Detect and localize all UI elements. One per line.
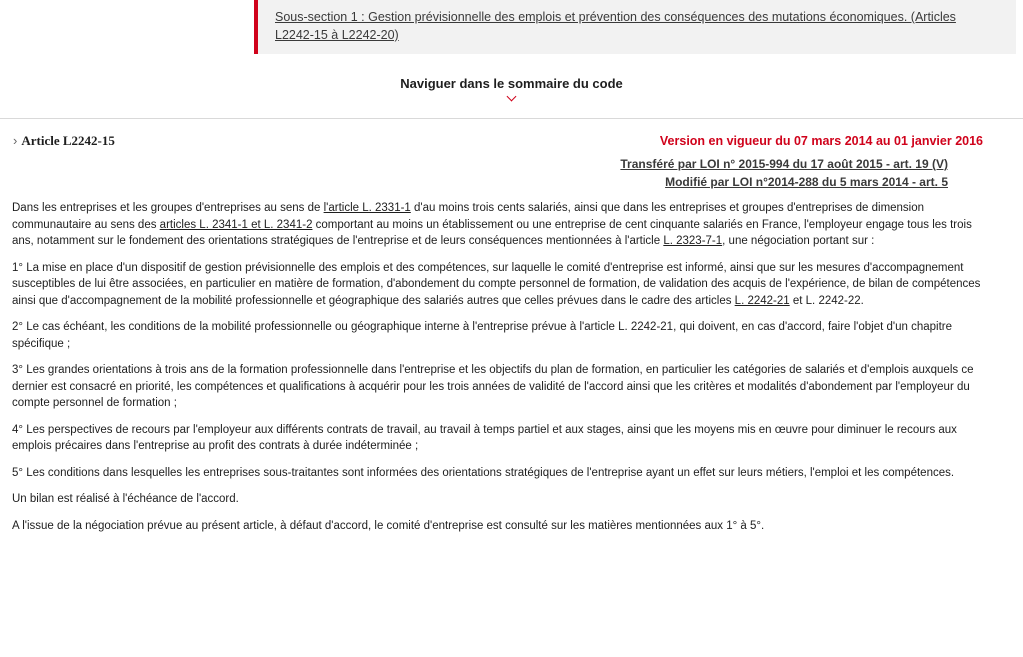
paragraph-5: 5° Les conditions dans lesquelles les entreprises sous-traitantes sont informées des orientations stratégiques de l'entreprise ayant un effet sur leurs métiers, l'emploi et les compétences. — [12, 466, 955, 479]
text: , une négociation portant sur : — [722, 235, 875, 247]
subsection-link[interactable]: Sous-section 1 : Gestion prévisionnelle des emplois et prévention des conséquences des mutations économiques. (Articles L2242-15 à L2242-20) — [275, 10, 956, 42]
article-title[interactable] — [13, 133, 115, 149]
link-l2323-7-1[interactable]: L. 2323-7-1 — [663, 235, 723, 247]
divider — [0, 118, 1023, 119]
paragraph-bilan: Un bilan est réalisé à l'échéance de l'accord. — [12, 493, 239, 505]
subsection-panel — [254, 0, 1016, 54]
text: comportant au moins un établissement ou une entreprise de cent cinquante salariés en France, l'employeur engage tous les trois ans, notamment sur le fondement des orientations stratégiques de l'entreprise et de leurs conséquences mentionnées à l'article — [12, 218, 972, 247]
paragraph-issue: A l'issue de la négociation prévue au présent article, à défaut d'accord, le comité d'entreprise est consulté sur les matières mentionnées aux 1° à 5°. — [12, 519, 765, 532]
navigate-summary-toggle[interactable] — [0, 76, 1023, 100]
paragraph-intro — [12, 200, 982, 250]
navigate-summary-label: Naviguer dans le sommaire du code — [400, 76, 623, 91]
version-status: Version en vigueur du 07 mars 2014 au 01 janvier 2016 — [659, 134, 983, 148]
article-content — [12, 200, 982, 544]
link-article-l2331-1[interactable]: l'article L. 2331-1 — [323, 202, 411, 214]
article-title-text: Article L2242-15 — [21, 133, 115, 148]
chevron-right-icon: › — [13, 133, 18, 148]
text: 1° La mise en place d'un dispositif de gestion prévisionnelle des emplois et des compétences, sur laquelle le comité d'entreprise est informé, ainsi que sur les mesures d'accompagnement susceptibles de lui être associées, en particulier en matière de formation, d'abondement du compte personnel de formation, de validation des acquis de l'expérience, de bilan de compétences ainsi que d'accompagnement de la mobilité professionnelle et géographique des salariés autres que celles prévues dans le cadre des articles — [12, 261, 981, 307]
paragraph-1 — [12, 260, 982, 310]
paragraph-3: 3° Les grandes orientations à trois ans de la formation professionnelle dans l'entreprise et les objectifs du plan de formation, en particulier les catégories de salariés et d'emplois auxquels ce dernier est consacré en priorité, les compétences et qualifications à acquérir pour les trois années de validité de l'accord ainsi que les critères et modalités d'abondement par l'employeur du compte personnel de formation ; — [12, 364, 974, 409]
chevron-down-icon — [507, 92, 517, 102]
text: Dans les entreprises et les groupes d'entreprises au sens de — [12, 202, 324, 214]
modified-link[interactable]: Modifié par LOI n°2014-288 du 5 mars 2014 - art. 5 — [665, 175, 948, 189]
text: d'au moins trois cents salariés, ainsi que dans les entreprises et groupes d'entreprises de dimension communautaire au sens des — [12, 202, 925, 231]
paragraph-2: 2° Le cas échéant, les conditions de la mobilité professionnelle ou géographique interne à l'entreprise prévue à l'article L. 2242-21, qui doivent, en cas d'accord, faire l'objet d'un chapitre spécifique ; — [12, 321, 952, 350]
text: et L. 2242-22. — [789, 294, 864, 307]
link-articles-l2341[interactable]: articles L. 2341-1 et L. 2341-2 — [159, 218, 313, 231]
transferred-link[interactable]: Transféré par LOI n° 2015-994 du 17 août 2015 - art. 19 (V) — [620, 157, 948, 171]
paragraph-4: 4° Les perspectives de recours par l'employeur aux différents contrats de travail, au travail à temps partiel et aux stages, ainsi que les moyens mis en œuvre pour diminuer le recours aux emplois précaires dans l'entreprise au profit des contrats à durée indéterminée ; — [12, 423, 957, 452]
link-l2242-21[interactable]: L. 2242-21 — [734, 294, 790, 307]
